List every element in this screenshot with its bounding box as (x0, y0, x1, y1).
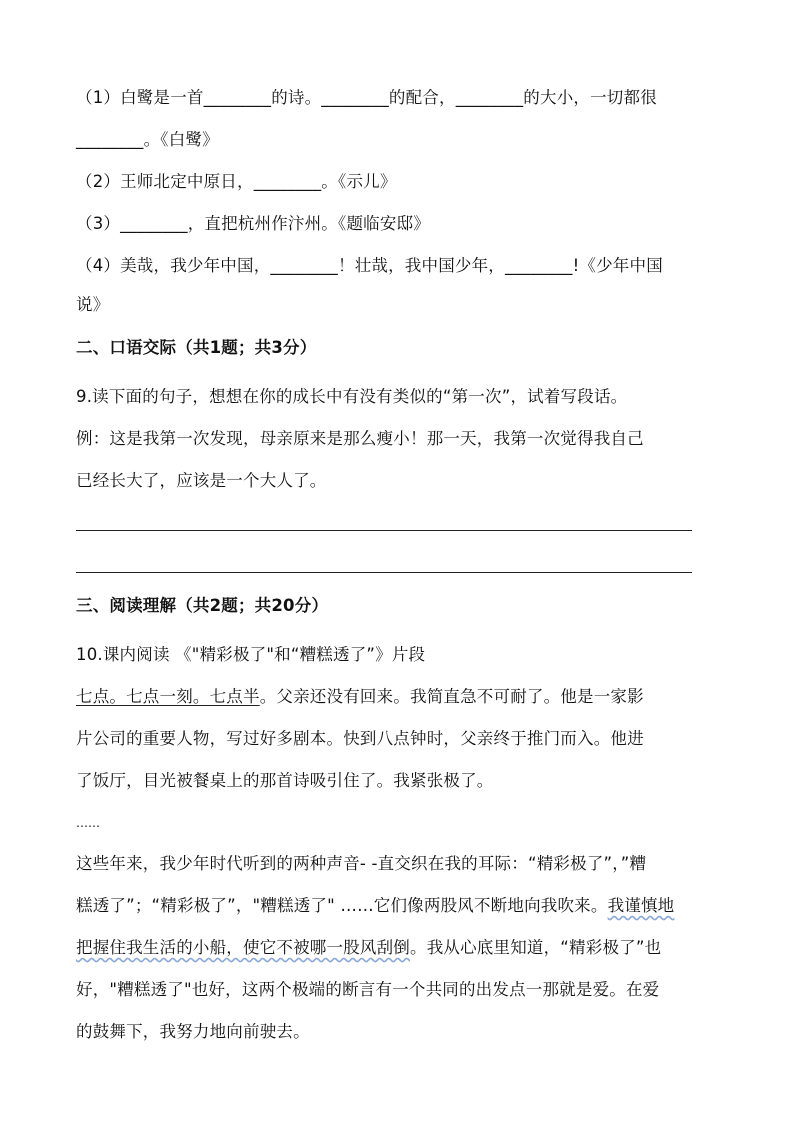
example-line-2: 已经长大了，应该是一个大人了。 (76, 471, 327, 490)
question-10-title: 10.课内阅读 《"精彩极了"和“糟糕透了”》片段 (76, 645, 426, 664)
poetry-q1-line2: ________。《白鹭》 (76, 130, 219, 149)
poetry-q2: （2）王师北定中原日，________。《示儿》 (76, 172, 397, 191)
answer-line-2[interactable] (76, 572, 692, 573)
passage-p1-line1 (76, 686, 644, 708)
passage-p2-line2 (76, 895, 674, 917)
passage-wavy-phrase-2: 把握住我生活的小船，使它不被哪一股风刮倒 (76, 938, 410, 957)
passage-underlined-phrase: 七点。七点一刻。七点半 (76, 687, 260, 706)
passage-wavy-phrase-1: 我谨慎地 (607, 896, 675, 915)
section-3-heading: 三、阅读理解（共2题；共20分） (76, 596, 329, 615)
passage-ellipsis: …… (76, 816, 100, 830)
poetry-q1-line1: （1）白鹭是一首________的诗。________的配合，________的大小，一切都很 (76, 88, 657, 107)
answer-line-1[interactable] (76, 530, 692, 531)
section-2-heading: 二、口语交际（共1题；共3分） (76, 338, 317, 357)
poetry-q4-line2: 说》 (76, 295, 110, 314)
passage-p2-line5: 的鼓舞下，我努力地向前驶去。 (76, 1022, 310, 1041)
passage-p1-line3: 了饭厅，目光被餐桌上的那首诗吸引住了。我紧张极了。 (76, 771, 494, 790)
passage-p2-line1: 这些年来，我少年时代听到的两种声音- -直交织在我的耳际：“精彩极了”，”糟 (76, 854, 647, 873)
passage-p2-line2-text: 糕透了”；“精彩极了”，"糟糕透了" ……它们像两股风不断地向我吹来。 (76, 896, 608, 915)
passage-p2-line3-text: 。我从心底里知道，“精彩极了”也 (410, 938, 662, 957)
question-9-prompt: 9.读下面的句子，想想在你的成长中有没有类似的“第一次”，试着写段话。 (76, 387, 628, 406)
poetry-q4-line1: （4）美哉，我少年中国，________！壮哉，我中国少年，________!《少年中国 (76, 256, 663, 275)
poetry-q3: （3）________，直把杭州作汴州。《题临安邸》 (76, 214, 430, 233)
passage-p1-line1-rest: 。父亲还没有回来。我简直急不可耐了。他是一家影 (259, 687, 644, 706)
passage-p1-line2: 片公司的重要人物，写过好多剧本。快到八点钟时，父亲终于推门而入。他进 (76, 729, 644, 748)
passage-p2-line3 (76, 937, 661, 959)
example-line-1: 例：这是我第一次发现，母亲原来是那么瘦小！那一天，我第一次觉得我自己 (76, 429, 644, 448)
passage-p2-line4: 好，"糟糕透了"也好，这两个极端的断言有一个共同的出发点一那就是爱。在爱 (76, 980, 660, 999)
